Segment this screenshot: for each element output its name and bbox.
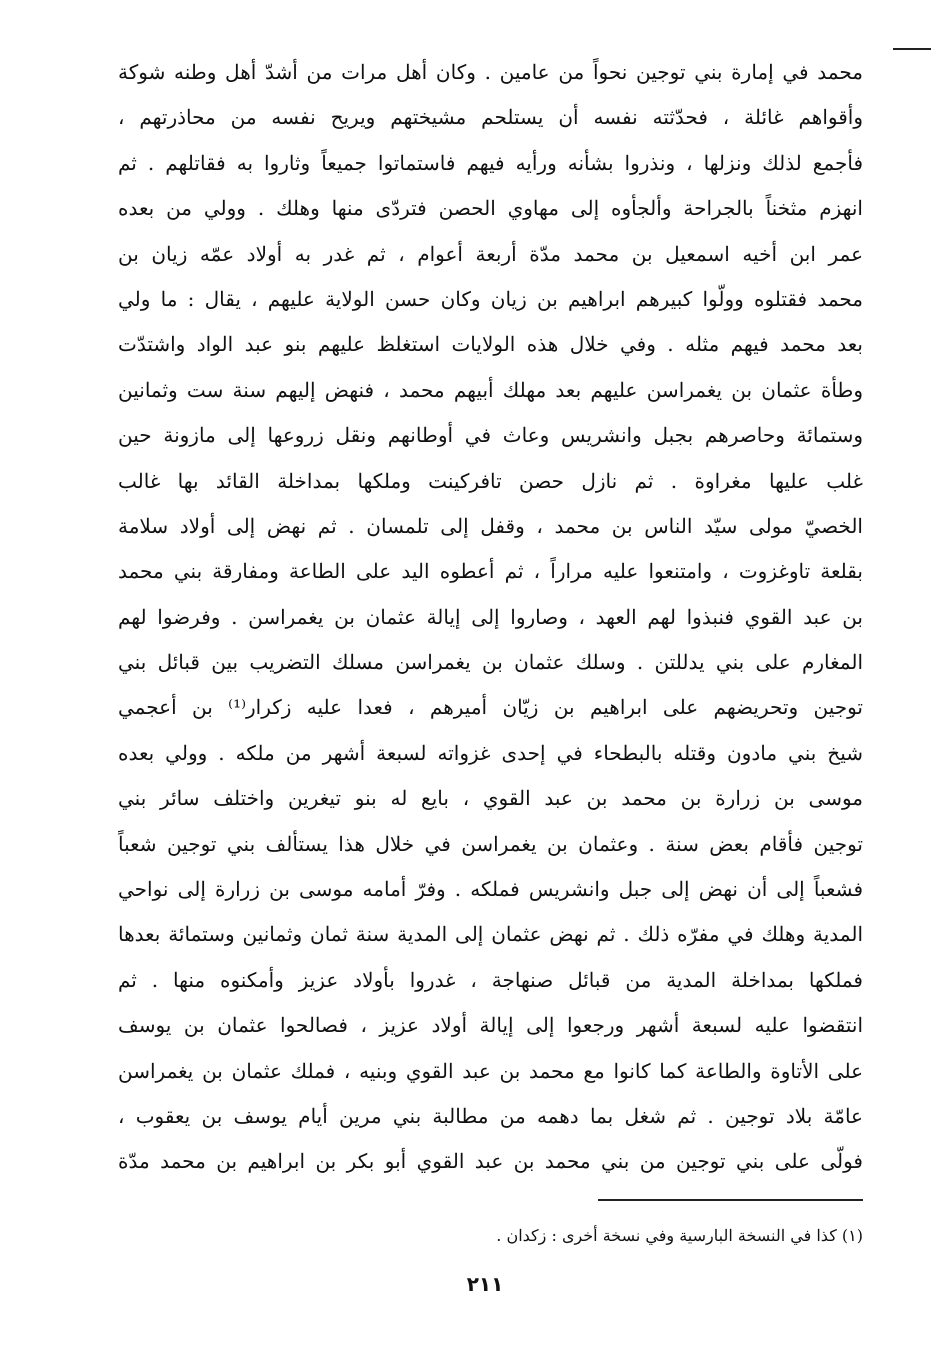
footnote-rule — [598, 1199, 863, 1201]
text-line: موسى بن زرارة بن محمد بن عبد القوي ، بايع له بنو تيغرين واختلف سائر بني — [118, 786, 863, 811]
margin-rule — [893, 48, 931, 50]
text-line: فولّى على بني توجين من بني محمد بن عبد القوي أبو بكر بن ابراهيم بن محمد مدّة — [118, 1149, 863, 1174]
text-line: فأجمع لذلك ونزلها ، ونذروا بشأنه ورأيه فيهم فاستماتوا جميعاً وثاروا به فقاتلهم . ثم — [118, 150, 863, 175]
text-line: فملكها بمداخلة المدية من قبائل صنهاجة ، غدروا بأولاد عزيز وأمكنوه منها . ثم — [118, 967, 863, 992]
text-line: بن عبد القوي فنبذوا لهم العهد ، وصاروا إلى إيالة عثمان بن يغمراسن . وفرضوا لهم — [118, 604, 863, 629]
text-line: محمد في إمارة بني توجين نحواً من عامين . وكان أهل مرات من أشدّ أهل وطنه شوكة — [118, 60, 863, 84]
text-line: انتقضوا عليه لسبعة أشهر ورجعوا إلى إيالة أولاد عزيز ، فصالحوا عثمان بن يوسف — [118, 1013, 863, 1038]
text-line: المغارم على بني يدللتن . وسلك عثمان بن يغمراسن مسلك التضريب بين قبائل بني — [118, 650, 863, 675]
text-line: وطأة عثمان بن يغمراسن عليهم بعد مهلك أبيهم محمد ، فنهض إليهم سنة ست وثمانين — [118, 377, 863, 402]
text-line: محمد فقتلوه وولّوا كبيرهم ابراهيم بن زيان وكان حسن الولاية عليهم ، يقال : ما ولي — [118, 286, 863, 311]
text-line: غلب عليها مغراوة . ثم نازل حصن تافركينت وملكها بمداخلة القائد بها غالب — [118, 468, 863, 493]
text-line: بعد محمد فيهم مثله . وفي خلال هذه الولايات استغلظ عليهم بنو عبد الواد واشتدّت — [118, 332, 863, 357]
text-line: عامّة بلاد توجين . ثم شغل بما دهمه من مطالبة بني مرين أيام يوسف بن يعقوب ، — [118, 1103, 863, 1128]
text-line: المدية وهلك في مفرّه ذلك . ثم نهض عثمان إلى المدية سنة ثمان وثمانين وستمائة بعدها — [118, 922, 863, 947]
text-line: توجين وتحريضهم على ابراهيم بن زيّان أميرهم ، فعدا عليه زكرار⁽¹⁾ بن أعجمي — [118, 695, 863, 720]
text-line: انهزم مثخناً بالجراحة وألجأوه إلى مهاوي الحصن فتردّى منها وهلك . وولي من بعده — [118, 196, 863, 221]
text-line: الخصيّ مولى سيّد الناس بن محمد ، وقفل إلى تلمسان . ثم نهض إلى أولاد سلامة — [118, 513, 863, 538]
body-text — [118, 50, 863, 1185]
text-line: بقلعة تاوغزوت ، وامتنعوا عليه مراراً ، ثم أعطوه اليد على الطاعة ومفارقة بني محمد — [118, 559, 863, 584]
text-line: وأقواهم غائلة ، فحدّثته نفسه أن يستلحم مشيختهم ويريح نفسه من محاذرتهم ، — [118, 105, 863, 130]
footnote: (١) كذا في النسخة البارسية وفي نسخة أخرى : زكدان . — [496, 1226, 863, 1245]
text-line: فشعباً إلى أن نهض إلى جبل وانشريس فملكه . وفرّ أمامه موسى بن زرارة إلى نواحي — [118, 877, 863, 902]
text-line: توجين فأقام بعض سنة . وعثمان بن يغمراسن في خلال هذا يستألف بني توجين شعباً — [118, 831, 863, 856]
text-line: شيخ بني مادون وقتله بالبطحاء في إحدى غزواته لسبعة أشهر من ملكه . وولي بعده — [118, 740, 863, 765]
text-line: وستمائة وحاصرهم بجبل وانشريس وعاث في أوطانهم ونقل زروعها إلى مازونة حين — [118, 423, 863, 448]
page-number: ٢١١ — [466, 1272, 504, 1296]
text-line: على الأتاوة والطاعة كما كانوا مع محمد بن عبد القوي وبنيه ، فملك عثمان بن يغمراسن — [118, 1058, 863, 1083]
text-line: عمر ابن أخيه اسمعيل بن محمد مدّة أربعة أعوام ، ثم غدر به أولاد عمّه زيان بن — [118, 241, 863, 266]
